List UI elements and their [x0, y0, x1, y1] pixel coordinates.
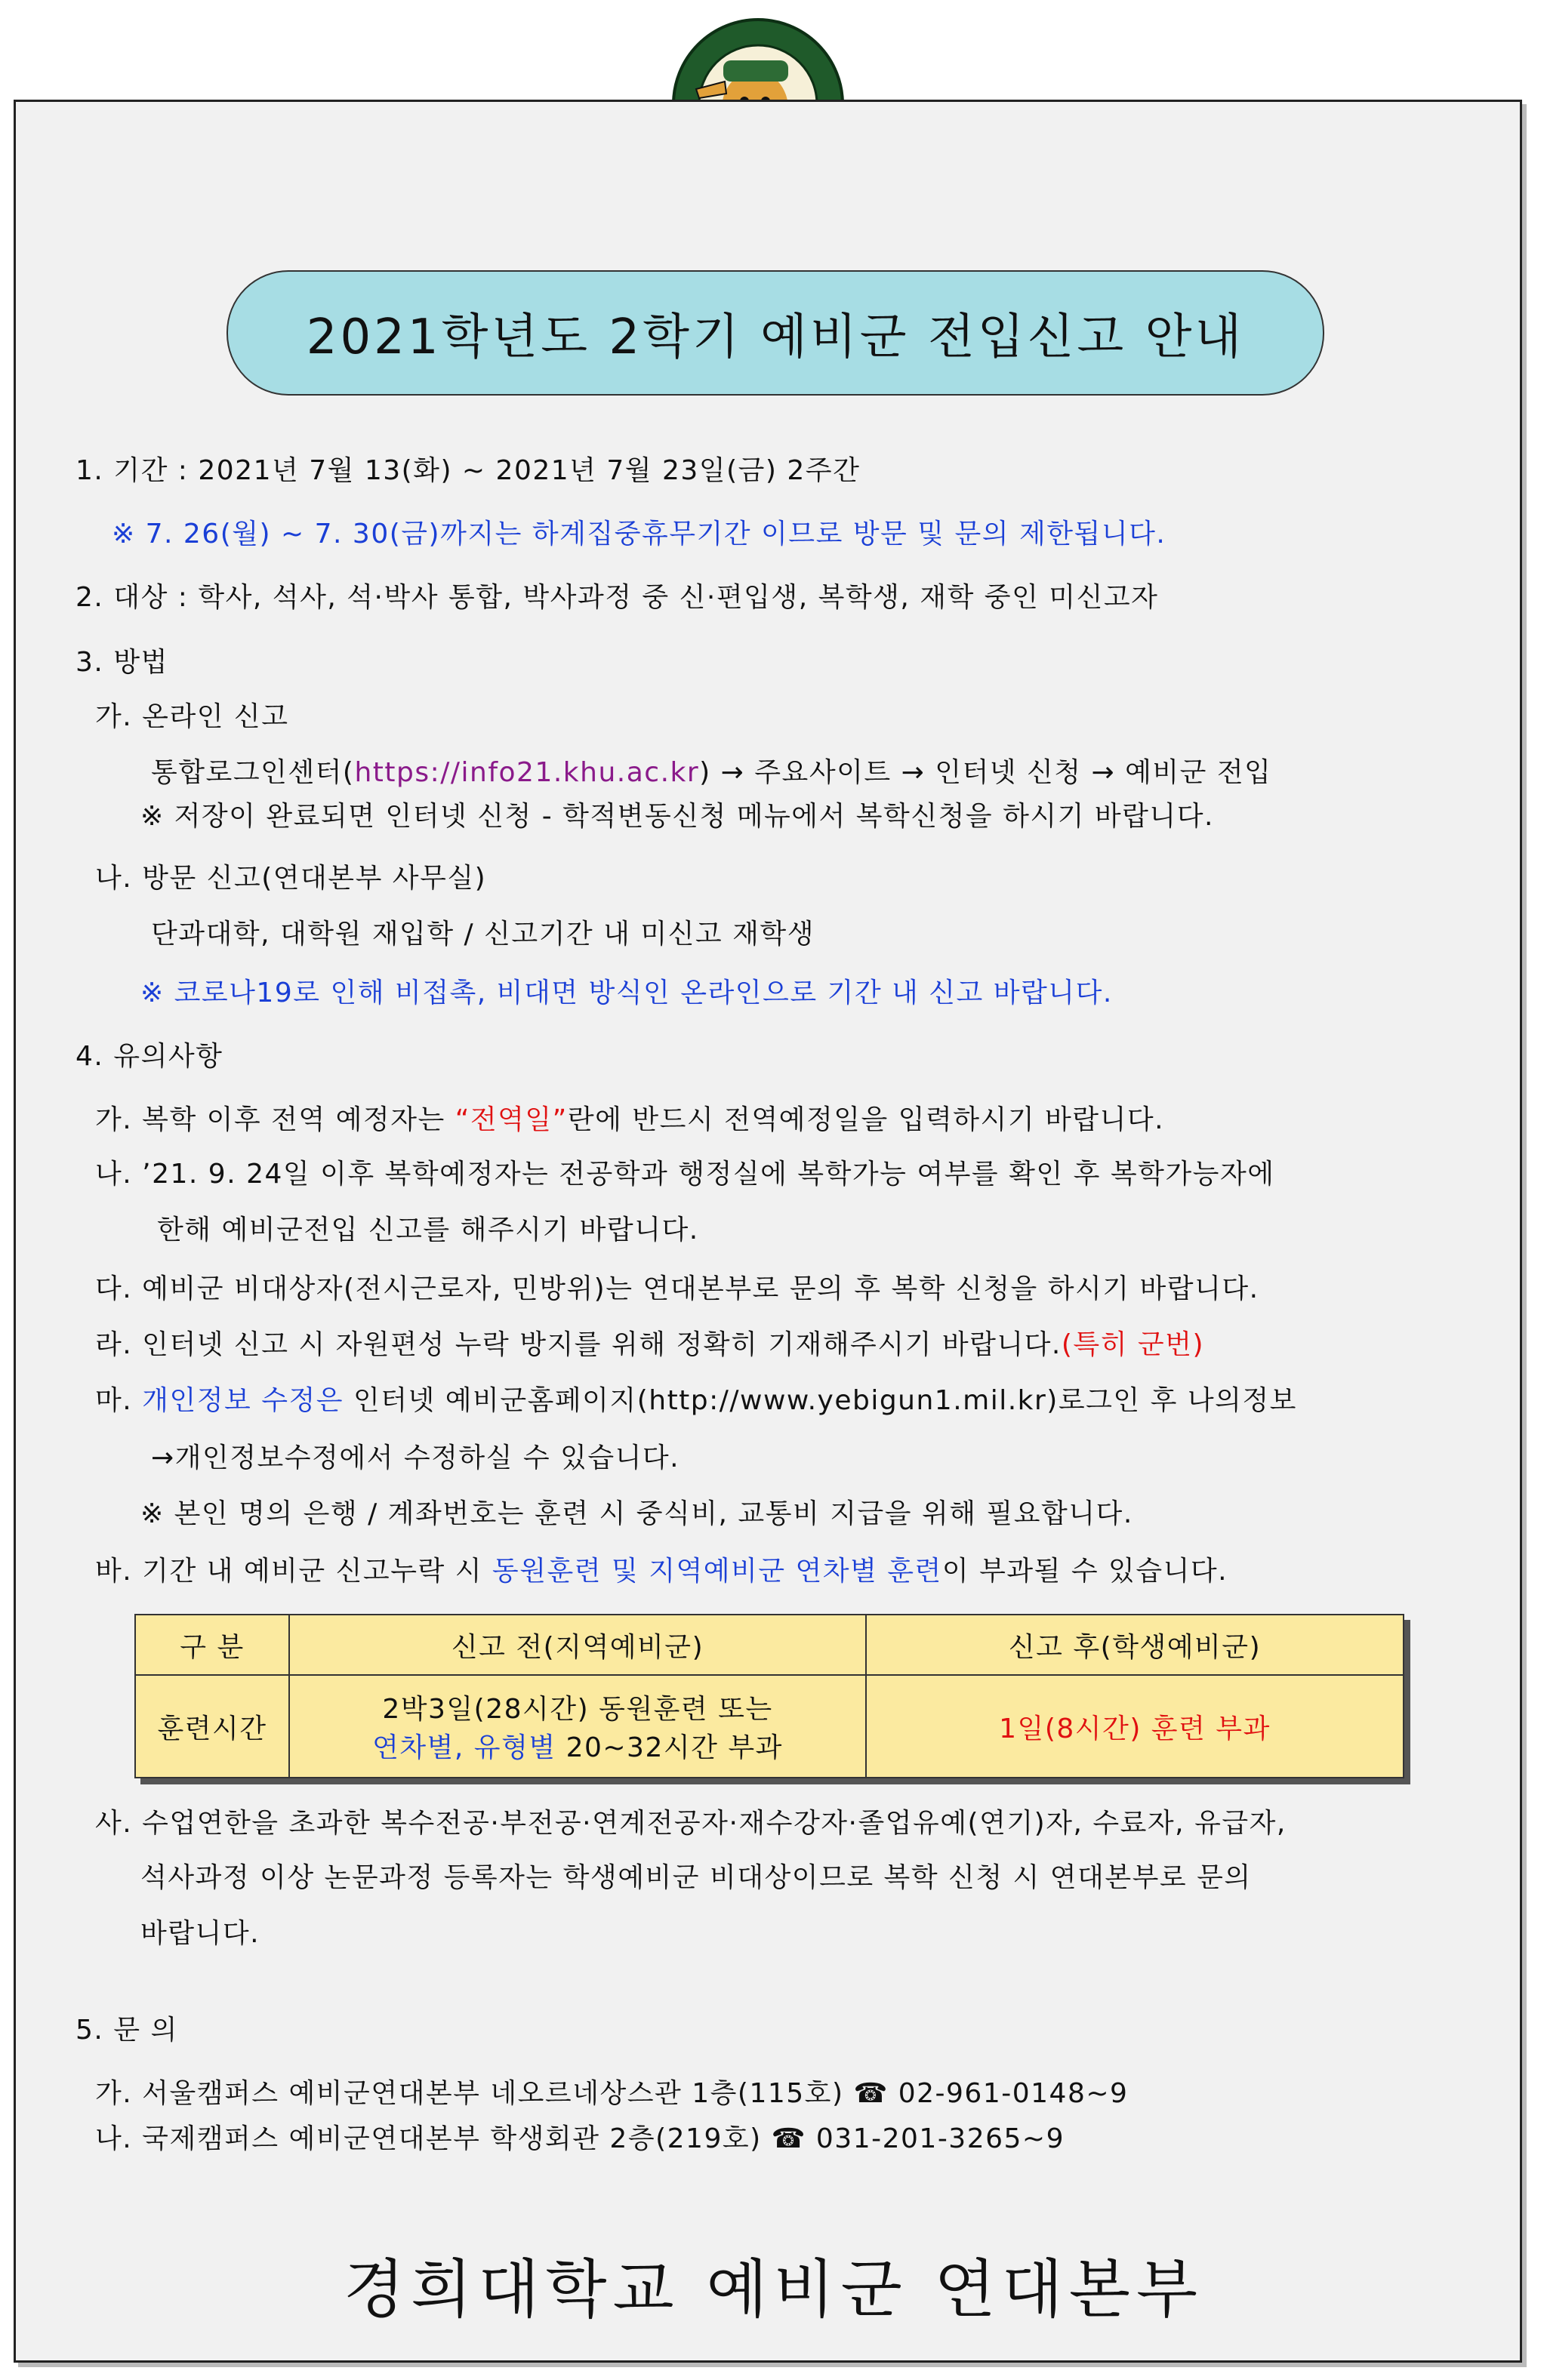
period-line: 1. 기간 : 2021년 7월 13(화) ~ 2021년 7월 23일(금) 2주간 — [76, 455, 861, 486]
precaution-sa-line1: 사. 수업연한을 초과한 복수전공·부전공·연계전공자·재수강자·졸업유예(연기)자, 수료자, 유급자, — [95, 1808, 1287, 1839]
online-report-path-suffix: ) → 주요사이트 → 인터넷 신청 → 예비군 전입 — [699, 757, 1272, 788]
before-type-emphasis: 연차별, 유형별 — [372, 1732, 556, 1763]
table-cell-training-time: 훈련시간 — [135, 1675, 289, 1778]
precaution-sa-line3: 바랍니다. — [140, 1918, 260, 1949]
personal-info-edit-emphasis: 개인정보 수정은 — [142, 1385, 344, 1416]
before-line1: 2박3일(28시간) 동원훈련 또는 — [382, 1694, 773, 1725]
precaution-sa-line2: 석사과정 이상 논문과정 등록자는 학생예비군 비대상이므로 복학 신청 시 연대본부로 문의 — [140, 1862, 1252, 1893]
precaution-ba-suffix: 이 부과될 수 있습니다. — [941, 1556, 1228, 1587]
table-row — [135, 1675, 1404, 1778]
notice-title-banner — [227, 270, 1324, 396]
precaution-na-line1: 나. ’21. 9. 24일 이후 복학예정자는 전공학과 행정실에 복학가능 여부를 확인 후 복학가능자에 — [95, 1159, 1275, 1190]
precaution-ma-suffix: 인터넷 예비군홈페이지(http://www.yebigun1.mil.kr)로그인 후 나의정보 — [344, 1385, 1297, 1416]
visit-report-description: 단과대학, 대학원 재입학 / 신고기간 내 미신고 재학생 — [151, 919, 815, 950]
online-report-path-prefix: 통합로그인센터( — [151, 757, 355, 788]
online-report-title: 가. 온라인 신고 — [95, 701, 289, 732]
visit-report-title: 나. 방문 신고(연대본부 사무실) — [95, 863, 487, 894]
bank-account-note: ※ 본인 명의 은행 / 계좌번호는 훈련 시 중식비, 교통비 지급을 위해 필요합니다. — [140, 1498, 1133, 1529]
precaution-ra-text: 라. 인터넷 신고 시 자원편성 누락 방지를 위해 정확히 기재해주시기 바랍니다. — [95, 1329, 1062, 1360]
online-report-note: ※ 저장이 완료되면 인터넷 신청 - 학적변동신청 메뉴에서 복학신청을 하시기 바랍니다. — [140, 801, 1214, 832]
precaution-ga-suffix: 란에 반드시 전역예정일을 입력하시기 바랍니다. — [567, 1104, 1165, 1135]
training-emphasis: 동원훈련 및 지역예비군 연차별 훈련 — [492, 1556, 942, 1587]
training-comparison-table — [134, 1614, 1404, 1778]
precaution-ra — [95, 1329, 1204, 1362]
before-hours: 20~32시간 부과 — [556, 1732, 783, 1763]
table-cell-after: 1일(8시간) 훈련 부과 — [866, 1675, 1404, 1778]
inquiry-seoul-campus: 가. 서울캠퍼스 예비군연대본부 네오르네상스관 1층(115호) ☎ 02-961-0148~9 — [95, 2078, 1129, 2109]
target-line: 2. 대상 : 학사, 석사, 석·박사 통합, 박사과정 중 신·편입생, 복학생, 재학 중인 미신고자 — [76, 582, 1159, 613]
precaution-ma-prefix: 마. — [95, 1385, 143, 1416]
inquiry-heading: 5. 문 의 — [76, 2015, 178, 2046]
period-closure-note: ※ 7. 26(월) ~ 7. 30(금)까지는 하계집중휴무기간 이므로 방문 및 문의 제한됩니다. — [112, 519, 1166, 550]
notice-title: 2021학년도 2학기 예비군 전입신고 안내 — [306, 309, 1245, 365]
before-line2 — [291, 1726, 864, 1765]
precaution-da: 다. 예비군 비대상자(전시근로자, 민방위)는 연대본부로 문의 후 복학 신청을 하시기 바랍니다. — [95, 1273, 1259, 1304]
covid-online-note: ※ 코로나19로 인해 비접촉, 비대면 방식인 온라인으로 기간 내 신고 바랍니다. — [140, 978, 1113, 1008]
table-cell-before — [289, 1675, 866, 1778]
precaution-ma — [95, 1384, 1297, 1418]
precaution-ma-line2: →개인정보수정에서 수정하실 수 있습니다. — [151, 1442, 680, 1473]
precaution-ga — [95, 1104, 1164, 1137]
table-header-category: 구 분 — [135, 1615, 289, 1675]
table-header-after: 신고 후(학생예비군) — [866, 1615, 1404, 1675]
service-number-emphasis: (특히 군번) — [1061, 1329, 1205, 1360]
precaution-ba — [95, 1555, 1228, 1588]
precaution-ga-prefix: 가. 복학 이후 전역 예정자는 — [95, 1104, 455, 1135]
inquiry-global-campus: 나. 국제캠퍼스 예비군연대본부 학생회관 2층(219호) ☎ 031-201-3265~9 — [95, 2123, 1065, 2154]
table-header-row — [135, 1615, 1404, 1675]
info21-link[interactable]: https://info21.khu.ac.kr — [354, 757, 700, 788]
discharge-date-field-name: “전역일” — [455, 1104, 568, 1135]
online-report-path — [151, 756, 1271, 790]
precaution-na-line2: 한해 예비군전입 신고를 해주시기 바랍니다. — [157, 1215, 699, 1245]
method-heading: 3. 방법 — [76, 647, 168, 678]
footer-organization: 경희대학교 예비군 연대본부 — [343, 2252, 1204, 2326]
table-header-before: 신고 전(지역예비군) — [289, 1615, 866, 1675]
precaution-ba-prefix: 바. 기간 내 예비군 신고누락 시 — [95, 1556, 492, 1587]
precautions-heading: 4. 유의사항 — [76, 1041, 223, 1072]
